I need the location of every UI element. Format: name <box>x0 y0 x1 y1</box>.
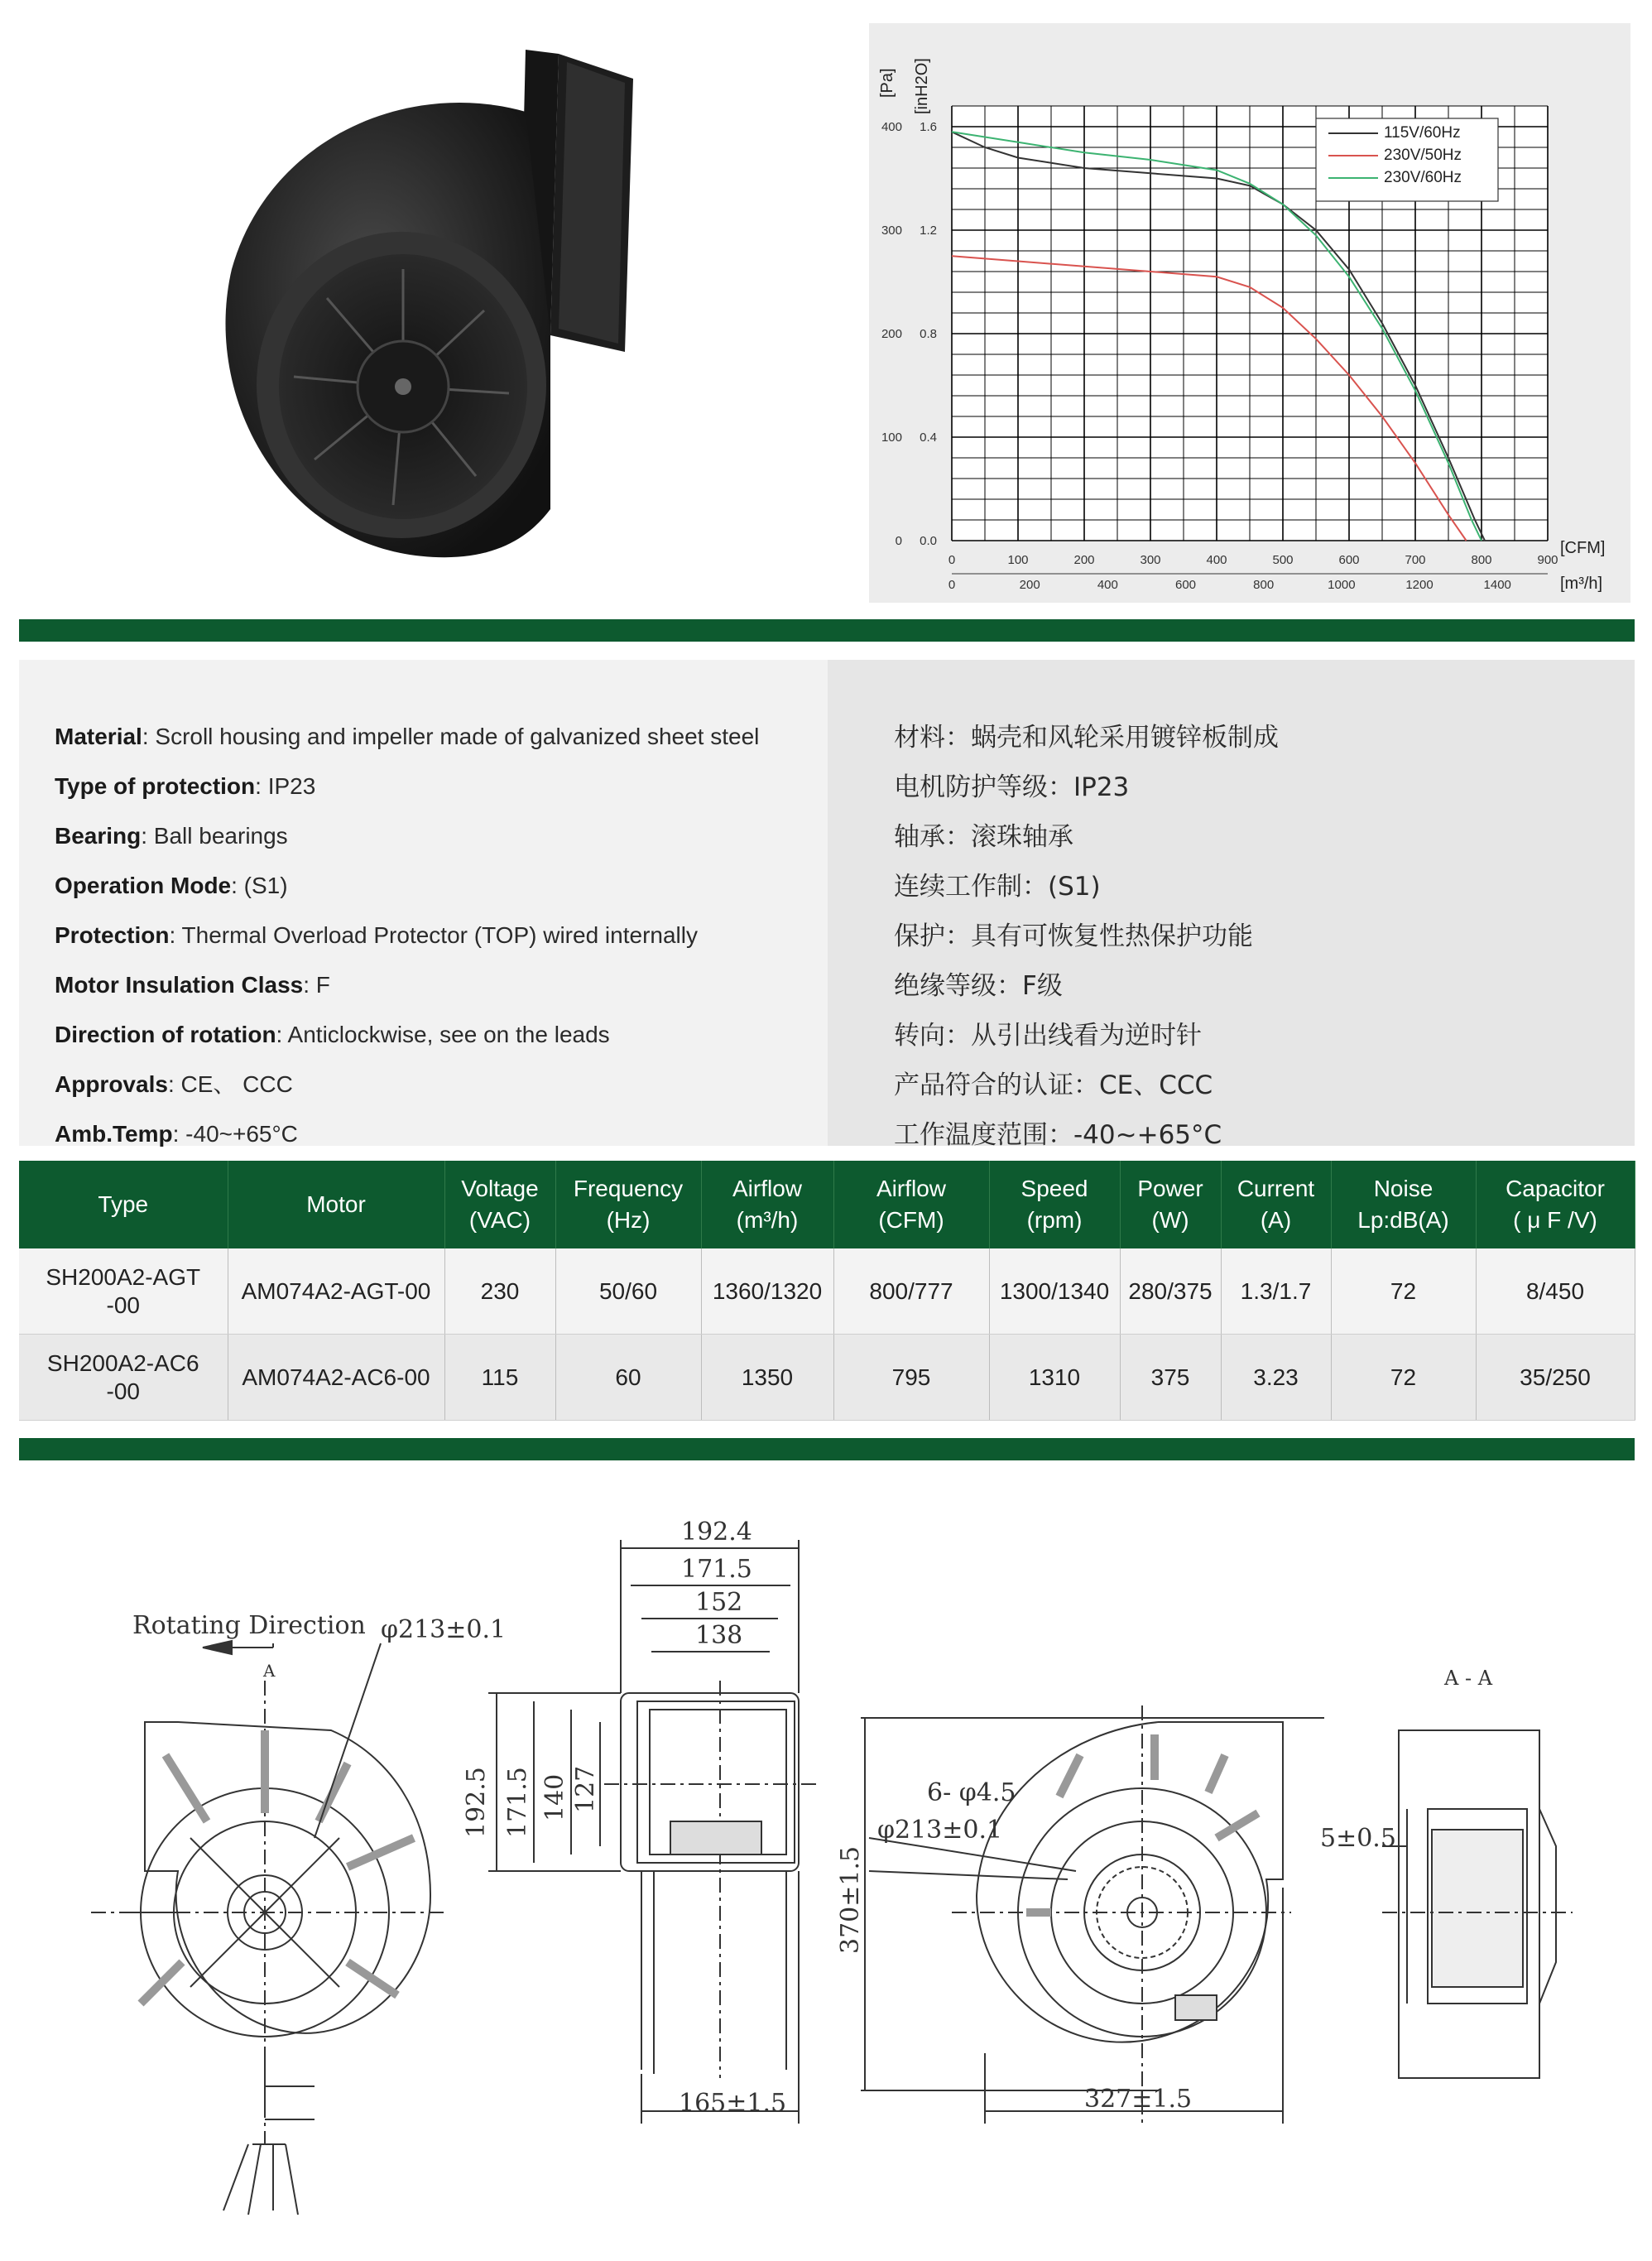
table-header-cell <box>989 1161 1120 1248</box>
table-header-cell <box>833 1161 989 1248</box>
header-title: Frequency <box>573 1176 684 1201</box>
spec-cn-line: 电机防护等级：IP23 <box>894 772 1130 802</box>
table-cell: 1350 <box>701 1335 833 1421</box>
spec-en-value: : Anticlockwise, see on the leads <box>276 1022 610 1047</box>
header-title: Voltage <box>461 1176 539 1201</box>
spec-cn-line: 材料：蜗壳和风轮采用镀锌板制成 <box>894 723 1279 753</box>
spec-en-value: : F <box>303 972 330 998</box>
table-header-row <box>19 1161 1635 1248</box>
table-row <box>19 1335 1635 1421</box>
spec-en-value: : Thermal Overload Protector (TOP) wired internally <box>169 922 698 948</box>
table-header-cell <box>1476 1161 1635 1248</box>
spec-en-label: Protection <box>55 922 170 948</box>
y2-tick-label: 1.2 <box>920 224 937 238</box>
header-title: Power <box>1137 1176 1203 1201</box>
dim-192-4: 192.4 <box>681 1518 752 1547</box>
table-cell: 1360/1320 <box>701 1248 833 1335</box>
spec-en-line <box>55 822 288 850</box>
spec-en-value: : (S1) <box>231 873 288 898</box>
spec-cn-line: 保护：具有可恢复性热保护功能 <box>894 921 1253 951</box>
dim-phi-right: φ213±0.1 <box>877 1816 1003 1845</box>
dim-327: 327±1.5 <box>1084 2085 1193 2114</box>
spec-en-label: Material <box>55 724 142 749</box>
x2-tick-label: 1000 <box>1328 578 1356 592</box>
table-cell: AM074A2-AGT-00 <box>228 1248 444 1335</box>
spec-en-line <box>55 921 698 950</box>
spec-en-label: Approvals <box>55 1071 168 1097</box>
header-unit: (VAC) <box>468 1207 531 1233</box>
header-title: Noise <box>1373 1176 1433 1201</box>
spec-en-label: Bearing <box>55 823 142 849</box>
spec-chinese-column <box>828 660 1635 1150</box>
spec-en-value: : -40~+65°C <box>172 1121 298 1147</box>
spec-en-value: : IP23 <box>255 773 316 799</box>
table-cell: 115 <box>444 1335 555 1421</box>
header-unit: (A) <box>1260 1207 1292 1233</box>
spec-en-label: Type of protection <box>55 773 256 799</box>
table-header-cell <box>1331 1161 1476 1248</box>
legend-label: 115V/60Hz <box>1384 124 1461 142</box>
dim-140: 140 <box>540 1773 569 1821</box>
spec-cn-line: 连续工作制：(S1) <box>894 872 1101 902</box>
table-header-cell <box>1120 1161 1221 1248</box>
table-cell: AM074A2-AC6-00 <box>228 1335 444 1421</box>
dim-127: 127 <box>571 1765 600 1813</box>
table-header-cell <box>555 1161 701 1248</box>
table-cell: 1300/1340 <box>989 1248 1120 1335</box>
header-title: Type <box>98 1191 149 1217</box>
table-cell: 800/777 <box>833 1248 989 1335</box>
header-unit: Lp:dB(A) <box>1357 1207 1449 1233</box>
dim-192-5: 192.5 <box>462 1767 491 1838</box>
dim-171-5: 171.5 <box>681 1555 752 1584</box>
x-tick-label: 600 <box>1338 553 1360 567</box>
x-axis-label: [CFM] <box>1560 539 1606 557</box>
divider-bar-top <box>19 619 1635 642</box>
table-row <box>19 1248 1635 1335</box>
header-unit: ( μ F /V) <box>1513 1207 1597 1233</box>
table-cell: 72 <box>1331 1248 1476 1335</box>
model-spec-table <box>19 1161 1635 1421</box>
x2-tick-label: 200 <box>1019 578 1040 592</box>
header-title: Capacitor <box>1506 1176 1605 1201</box>
table-header-cell <box>701 1161 833 1248</box>
x-tick-label: 700 <box>1405 553 1426 567</box>
y-tick-label: 400 <box>881 120 902 134</box>
x2-tick-label: 800 <box>1253 578 1275 592</box>
legend-label: 230V/60Hz <box>1384 169 1462 186</box>
spec-en-label: Operation Mode <box>55 873 232 898</box>
table-cell: 795 <box>833 1335 989 1421</box>
spec-cn-line: 绝缘等级：F级 <box>894 971 1063 1001</box>
view-section-a-a <box>1382 1730 1573 2078</box>
x-tick-label: 300 <box>1140 553 1161 567</box>
table-cell: 35/250 <box>1476 1335 1635 1421</box>
x2-tick-label: 400 <box>1097 578 1118 592</box>
y-tick-label: 100 <box>881 431 902 445</box>
spec-en-line <box>55 872 288 900</box>
table-header-cell <box>1221 1161 1331 1248</box>
dim-holes: 6- φ4.5 <box>927 1778 1016 1807</box>
spec-en-line <box>55 1021 610 1049</box>
y-tick-label: 300 <box>881 224 902 238</box>
spec-cn-line: 工作温度范围：-40~+65°C <box>894 1120 1222 1150</box>
performance-curve-chart <box>869 23 1630 603</box>
view-front <box>861 1705 1324 2128</box>
x-tick-label: 900 <box>1537 553 1558 567</box>
x-tick-label: 800 <box>1471 553 1492 567</box>
table-cell: 230 <box>444 1248 555 1335</box>
y2-tick-label: 0.4 <box>920 431 937 445</box>
y2-tick-label: 1.6 <box>920 120 937 134</box>
x2-tick-label: 1400 <box>1483 578 1511 592</box>
spec-en-value: : CE、 CCC <box>167 1071 293 1097</box>
header-title: Airflow <box>732 1176 802 1201</box>
dim-offset: 5±0.5 <box>1320 1824 1396 1853</box>
header-unit: (CFM) <box>878 1207 944 1233</box>
table-cell: 280/375 <box>1120 1248 1221 1335</box>
x2-tick-label: 0 <box>948 578 956 592</box>
spec-en-label: Amb.Temp <box>55 1121 173 1147</box>
divider-bar-bottom <box>19 1438 1635 1460</box>
section-label-a-a: A - A <box>1444 1667 1493 1690</box>
y-tick-label: 0 <box>895 534 902 548</box>
header-title: Speed <box>1020 1176 1088 1201</box>
x-tick-label: 0 <box>948 553 956 567</box>
spec-en-line <box>55 1120 298 1148</box>
dim-165: 165±1.5 <box>679 2089 787 2118</box>
x2-tick-label: 600 <box>1175 578 1197 592</box>
spec-cn-line: 轴承：滚珠轴承 <box>894 822 1073 852</box>
header-unit: (m³/h) <box>736 1207 799 1233</box>
spec-en-line <box>55 723 759 751</box>
table-header-cell <box>228 1161 444 1248</box>
section-mark-a: A <box>263 1661 276 1681</box>
table-cell: 72 <box>1331 1335 1476 1421</box>
header-title: Airflow <box>876 1176 946 1201</box>
header-unit: (W) <box>1151 1207 1189 1233</box>
dim-phi-left: φ213±0.1 <box>381 1615 507 1644</box>
table-cell: 60 <box>555 1335 701 1421</box>
table-header-cell <box>19 1161 228 1248</box>
x-tick-label: 500 <box>1272 553 1294 567</box>
legend-label: 230V/50Hz <box>1384 147 1462 164</box>
header-unit: (Hz) <box>606 1207 651 1233</box>
header-unit: (rpm) <box>1026 1207 1083 1233</box>
header-title: Motor <box>306 1191 366 1217</box>
y2-tick-label: 0.0 <box>920 534 937 548</box>
view-inlet-side <box>91 1641 447 2215</box>
y2-axis-label: [inH2O] <box>913 58 931 114</box>
x2-tick-label: 1200 <box>1405 578 1433 592</box>
table-cell: 1.3/1.7 <box>1221 1248 1331 1335</box>
x2-axis-label: [m³/h] <box>1560 575 1603 593</box>
spec-en-line <box>55 971 330 999</box>
chart-legend <box>1316 118 1498 201</box>
header-title: Current <box>1237 1176 1315 1201</box>
spec-en-line <box>55 1070 293 1099</box>
spec-en-value: : Scroll housing and impeller made of galvanized sheet steel <box>142 724 760 749</box>
dim-370: 370±1.5 <box>836 1845 865 1954</box>
y-axis-label: [Pa] <box>878 68 896 98</box>
dimension-drawing <box>0 1482 1652 2261</box>
x-tick-label: 200 <box>1073 553 1095 567</box>
table-cell: 3.23 <box>1221 1335 1331 1421</box>
dim-152: 152 <box>695 1588 743 1617</box>
y2-tick-label: 0.8 <box>920 327 937 341</box>
spec-en-line <box>55 772 315 801</box>
view-outlet-side <box>488 1540 819 2124</box>
spec-cn-line: 产品符合的认证：CE、CCC <box>894 1070 1213 1100</box>
table-header-cell <box>444 1161 555 1248</box>
dim-138: 138 <box>695 1621 743 1650</box>
blower-product-photo <box>211 46 641 567</box>
table-cell: 375 <box>1120 1335 1221 1421</box>
spec-cn-line: 转向：从引出线看为逆时针 <box>894 1021 1202 1051</box>
specification-panel <box>19 660 1635 1150</box>
spec-english-column <box>19 660 828 1146</box>
table-cell: 8/450 <box>1476 1248 1635 1335</box>
table-cell: 1310 <box>989 1335 1120 1421</box>
spec-en-label: Direction of rotation <box>55 1022 276 1047</box>
table-cell: SH200A2-AGT -00 <box>19 1248 228 1335</box>
table-cell: SH200A2-AC6 -00 <box>19 1335 228 1421</box>
x-tick-label: 100 <box>1007 553 1029 567</box>
dim-171-5-v: 171.5 <box>503 1767 532 1838</box>
rotating-direction-label: Rotating Direction <box>132 1611 366 1640</box>
spec-en-label: Motor Insulation Class <box>55 972 304 998</box>
y-tick-label: 200 <box>881 327 902 341</box>
table-cell: 50/60 <box>555 1248 701 1335</box>
x-tick-label: 400 <box>1206 553 1227 567</box>
spec-en-value: : Ball bearings <box>141 823 288 849</box>
